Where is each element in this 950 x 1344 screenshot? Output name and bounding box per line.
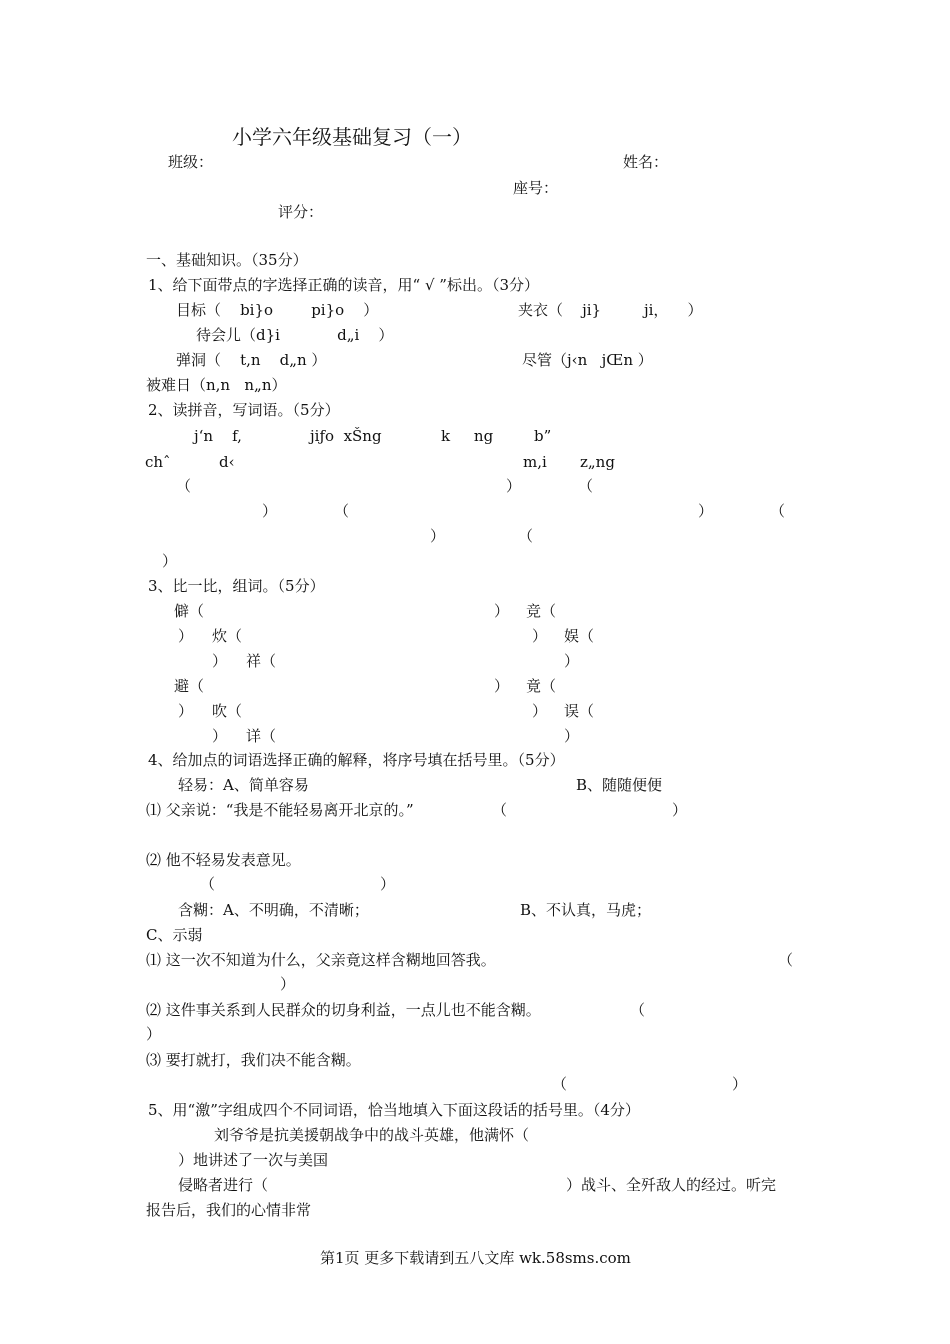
q2-paren-open: （ [334, 502, 350, 520]
q1-row2-left: 待会儿（d}i d„i ） [196, 326, 394, 344]
q4-paren-close: ） [280, 975, 296, 993]
q2-paren-open: （ [770, 502, 786, 520]
q2-pinyin-2: jiƒo xŠng [310, 427, 382, 445]
q5-line-3a: 侵略者进行（ [178, 1176, 269, 1194]
q1-row3-right: 尽管（j‹n jŒn ） [522, 351, 653, 369]
section-heading: 一、基础知识。（35分） [146, 251, 308, 269]
q4-easy-b: B、随随便便 [576, 776, 663, 794]
page-footer: 第1页 更多下载请到五八文库 wk.58sms.com [320, 1249, 631, 1267]
q2-paren-open: （ [578, 477, 594, 495]
q3-char-7: 竟（ [526, 677, 557, 695]
q3-close: ） [212, 652, 228, 670]
q3-char-1: 僻（ [174, 602, 205, 620]
q3-char-2: 竞（ [526, 602, 557, 620]
q2-pinyin-1: j‘n f, [194, 427, 242, 445]
name-label: 姓名： [623, 153, 669, 171]
q4-paren-open: （ [552, 1075, 568, 1093]
q2-paren-close: ） [162, 552, 178, 570]
q2-prompt: 2、读拼音，写词语。（5分） [148, 401, 340, 419]
q1-row1-right: 夹衣（ ji} ji， ） [518, 301, 703, 319]
seat-label: 座号： [513, 179, 559, 197]
q2-pinyin-8: z„ng [580, 453, 615, 471]
q4-vague-a: 含糊：A、不明确，不清晰； [178, 901, 369, 919]
q1-prompt: 1、给下面带点的字选择正确的读音，用“ √ ”标出。（3分） [148, 276, 540, 294]
q4-vague-c: C、示弱 [146, 926, 203, 944]
q2-paren-close: ） [262, 502, 278, 520]
q2-paren-open: （ [176, 477, 192, 495]
q2-pinyin-4: b” [534, 427, 552, 445]
q3-char-3: 炊（ [212, 627, 243, 645]
q4-prompt: 4、给加点的词语选择正确的解释，将序号填在括号里。（5分） [148, 751, 565, 769]
q2-pinyin-3: k ng [441, 427, 494, 445]
q3-char-8: 吹（ [212, 702, 243, 720]
q4-paren-close: ） [380, 875, 396, 893]
q4-sentence-5: ⑶ 要打就打，我们决不能含糊。 [146, 1051, 361, 1069]
q3-char-9: 误（ [564, 702, 595, 720]
q1-row4-left: 被难日（n,n n„n） [146, 376, 287, 394]
q4-sentence-4: ⑵ 这件事关系到人民群众的切身利益，一点儿也不能含糊。 [146, 1001, 541, 1019]
q3-char-4: 娱（ [564, 627, 595, 645]
q3-char-6: 避（ [174, 677, 205, 695]
q3-close: ） [494, 677, 510, 695]
q2-pinyin-5: chˆ [145, 453, 171, 471]
q4-paren-open: （ [778, 951, 794, 969]
q3-close: ） [212, 727, 228, 745]
q3-close: ） [532, 627, 548, 645]
q3-close: ） [564, 727, 580, 745]
q3-char-10: 详（ [246, 727, 277, 745]
page-title: 小学六年级基础复习（一） [232, 125, 472, 149]
q4-paren-close: ） [672, 801, 688, 819]
q3-close: ） [178, 702, 194, 720]
q4-easy-a: 轻易：A、简单容易 [178, 776, 309, 794]
q3-close: ） [494, 602, 510, 620]
class-label: 班级： [168, 153, 214, 171]
q4-sentence-3: ⑴ 这一次不知道为什么，父亲竟这样含糊地回答我。 [146, 951, 496, 969]
q5-line-4: 报告后，我们的心情非常 [146, 1201, 312, 1219]
q5-line-2: ）地讲述了一次与美国 [178, 1151, 329, 1169]
q2-paren-open: （ [518, 527, 534, 545]
q3-close: ） [178, 627, 194, 645]
score-label: 评分： [278, 203, 324, 221]
q3-char-5: 祥（ [246, 652, 277, 670]
q1-row1-left: 目标（ bi}o pi}o ） [176, 301, 379, 319]
q4-sentence-1: ⑴ 父亲说：“我是不能轻易离开北京的。” [146, 801, 414, 819]
q2-paren-close: ） [430, 527, 446, 545]
q1-row3-left: 弹洞（ t,n d„n ） [176, 351, 327, 369]
q4-paren-open: （ [492, 801, 508, 819]
q2-pinyin-7: m,i [523, 453, 547, 471]
q4-vague-b: B、不认真，马虎； [520, 901, 652, 919]
q4-sentence-2: ⑵ 他不轻易发表意见。 [146, 851, 301, 869]
q3-close: ） [532, 702, 548, 720]
q4-paren-close: ） [146, 1025, 162, 1043]
q2-paren-close: ） [698, 502, 714, 520]
q3-close: ） [564, 652, 580, 670]
q4-paren-open: （ [630, 1001, 646, 1019]
q2-paren-close: ） [506, 477, 522, 495]
q3-prompt: 3、比一比，组词。（5分） [148, 577, 325, 595]
q5-line-3b: ）战斗、全歼敌人的经过。听完 [566, 1176, 777, 1194]
q5-line-1: 刘爷爷是抗美援朝战争中的战斗英雄，他满怀（ [214, 1126, 530, 1144]
q4-paren-open: （ [200, 875, 216, 893]
q4-paren-close: ） [732, 1075, 748, 1093]
q5-prompt: 5、用“激”字组成四个不同词语，恰当地填入下面这段话的括号里。（4分） [148, 1101, 640, 1119]
q2-pinyin-6: d‹ [219, 453, 235, 471]
